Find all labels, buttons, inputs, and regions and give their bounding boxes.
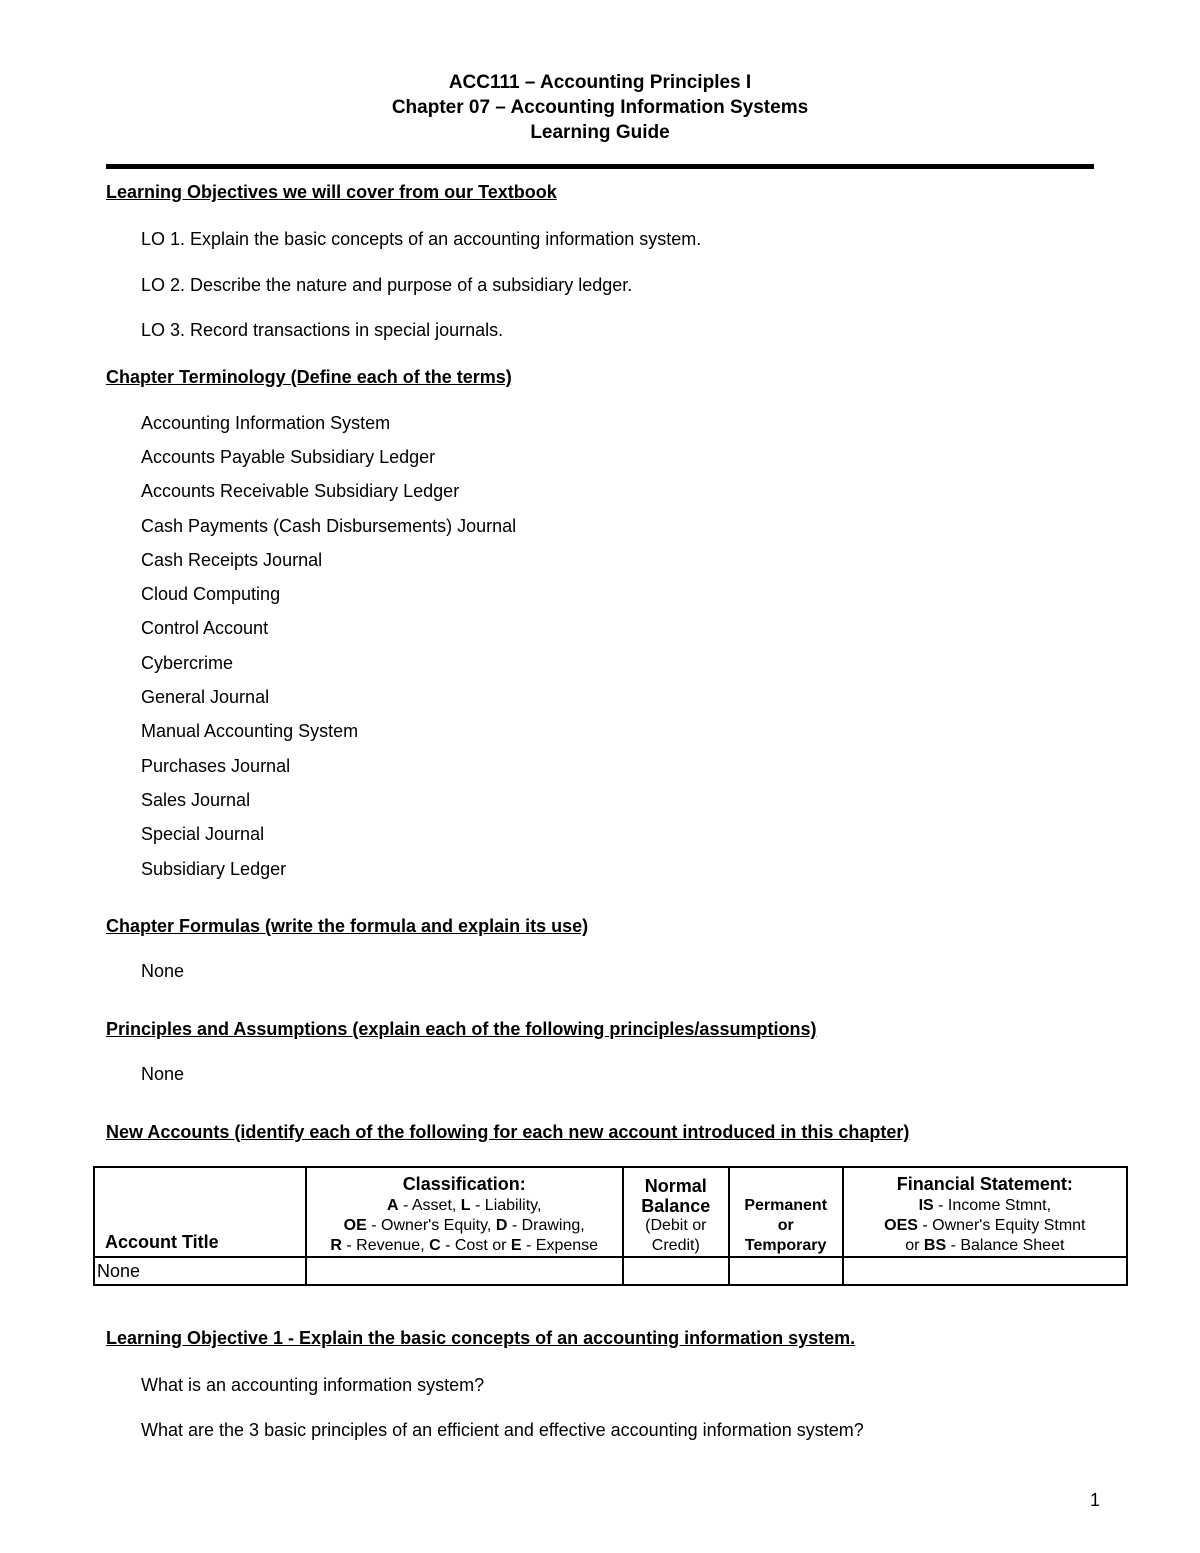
objective-item: LO 3. Record transactions in special journals. [141, 320, 504, 340]
term-item: Cash Payments (Cash Disbursements) Journal [141, 516, 517, 536]
permanent-line3: Temporary [744, 1237, 827, 1254]
table-row [94, 1257, 1127, 1285]
permanent-cell [729, 1257, 843, 1285]
chapter-title: Chapter 07 – Accounting Information Systems [391, 97, 809, 118]
col-normal-balance [623, 1167, 729, 1257]
col-financial-statement [843, 1167, 1127, 1257]
objectives-heading: Learning Objectives we will cover from our Textbook [106, 182, 557, 202]
term-item: Cybercrime [141, 653, 234, 673]
code-d: D [495, 1217, 508, 1234]
code-oes: OES [884, 1217, 918, 1234]
terminology-heading: Chapter Terminology (Define each of the terms) [106, 367, 512, 387]
table-header-row [94, 1167, 1127, 1257]
or-text: or [905, 1237, 924, 1254]
permanent-line2: or [777, 1217, 794, 1234]
term-item: Special Journal [141, 824, 265, 844]
code-c-text: - Cost or [440, 1237, 511, 1254]
formulas-value: None [141, 961, 185, 981]
term-item: General Journal [141, 687, 270, 707]
page-number: 1 [1089, 1490, 1100, 1510]
normal-balance-line2: Balance [641, 1196, 711, 1216]
principles-heading: Principles and Assumptions (explain each of the following principles/assumptions) [106, 1019, 817, 1039]
code-is: IS [918, 1197, 934, 1214]
col-account-title [94, 1167, 306, 1257]
statement-cell [843, 1257, 1127, 1285]
code-e-text: - Expense [521, 1237, 599, 1254]
code-c: C [429, 1237, 441, 1254]
principles-value: None [141, 1064, 185, 1084]
objective-item: LO 1. Explain the basic concepts of an accounting information system. [141, 229, 702, 249]
code-is-text: - Income Stmnt, [933, 1197, 1052, 1214]
col-permanent-temporary [729, 1167, 843, 1257]
code-bs: BS [923, 1237, 947, 1254]
normal-balance-line3: (Debit or [645, 1217, 707, 1234]
normal-balance-line4: Credit) [651, 1237, 700, 1254]
formulas-heading: Chapter Formulas (write the formula and explain its use) [106, 916, 589, 936]
term-item: Purchases Journal [141, 756, 291, 776]
code-e: E [510, 1237, 522, 1254]
term-item: Accounts Payable Subsidiary Ledger [141, 447, 436, 467]
term-item: Control Account [141, 618, 269, 638]
statement-title: Financial Statement: [896, 1174, 1073, 1194]
term-item: Subsidiary Ledger [141, 859, 287, 879]
term-item: Sales Journal [141, 790, 251, 810]
document-title: ACC111 – Accounting Principles I [448, 72, 752, 93]
lo1-heading: Learning Objective 1 - Explain the basic concepts of an accounting information system. [106, 1328, 856, 1348]
term-item: Accounts Receivable Subsidiary Ledger [141, 481, 460, 501]
account-title-cell: None [94, 1257, 306, 1285]
code-a: A [386, 1197, 399, 1214]
term-item: Accounting Information System [141, 413, 391, 433]
code-a-text: - Asset, [398, 1197, 461, 1214]
lo1-question: What are the 3 basic principles of an efficient and effective accounting information system? [141, 1420, 864, 1440]
term-item: Cash Receipts Journal [141, 550, 323, 570]
code-oe-text: - Owner's Equity, [366, 1217, 496, 1234]
new-accounts-heading: New Accounts (identify each of the following for each new account introduced in this chapter) [106, 1122, 910, 1142]
term-item: Cloud Computing [141, 584, 281, 604]
code-bs-text: - Balance Sheet [946, 1237, 1065, 1254]
normal-balance-line1: Normal [644, 1176, 707, 1196]
new-accounts-table [93, 1166, 1128, 1286]
code-oe: OE [343, 1217, 367, 1234]
classification-title: Classification: [402, 1174, 526, 1194]
code-oes-text: - Owner's Equity Stmnt [917, 1217, 1086, 1234]
col-classification [306, 1167, 623, 1257]
permanent-line1: Permanent [744, 1197, 828, 1214]
guide-title: Learning Guide [530, 122, 670, 143]
code-d-text: - Drawing, [507, 1217, 585, 1234]
objective-item: LO 2. Describe the nature and purpose of a subsidiary ledger. [141, 275, 633, 295]
classification-cell [306, 1257, 623, 1285]
normal-balance-cell [623, 1257, 729, 1285]
code-r-text: - Revenue, [341, 1237, 430, 1254]
header-rule [106, 164, 1094, 169]
code-l: L [460, 1197, 471, 1214]
code-l-text: - Liability, [470, 1197, 542, 1214]
term-item: Manual Accounting System [141, 721, 359, 741]
account-title-label: Account Title [105, 1232, 219, 1252]
lo1-question: What is an accounting information system? [141, 1375, 485, 1395]
code-r: R [330, 1237, 342, 1254]
